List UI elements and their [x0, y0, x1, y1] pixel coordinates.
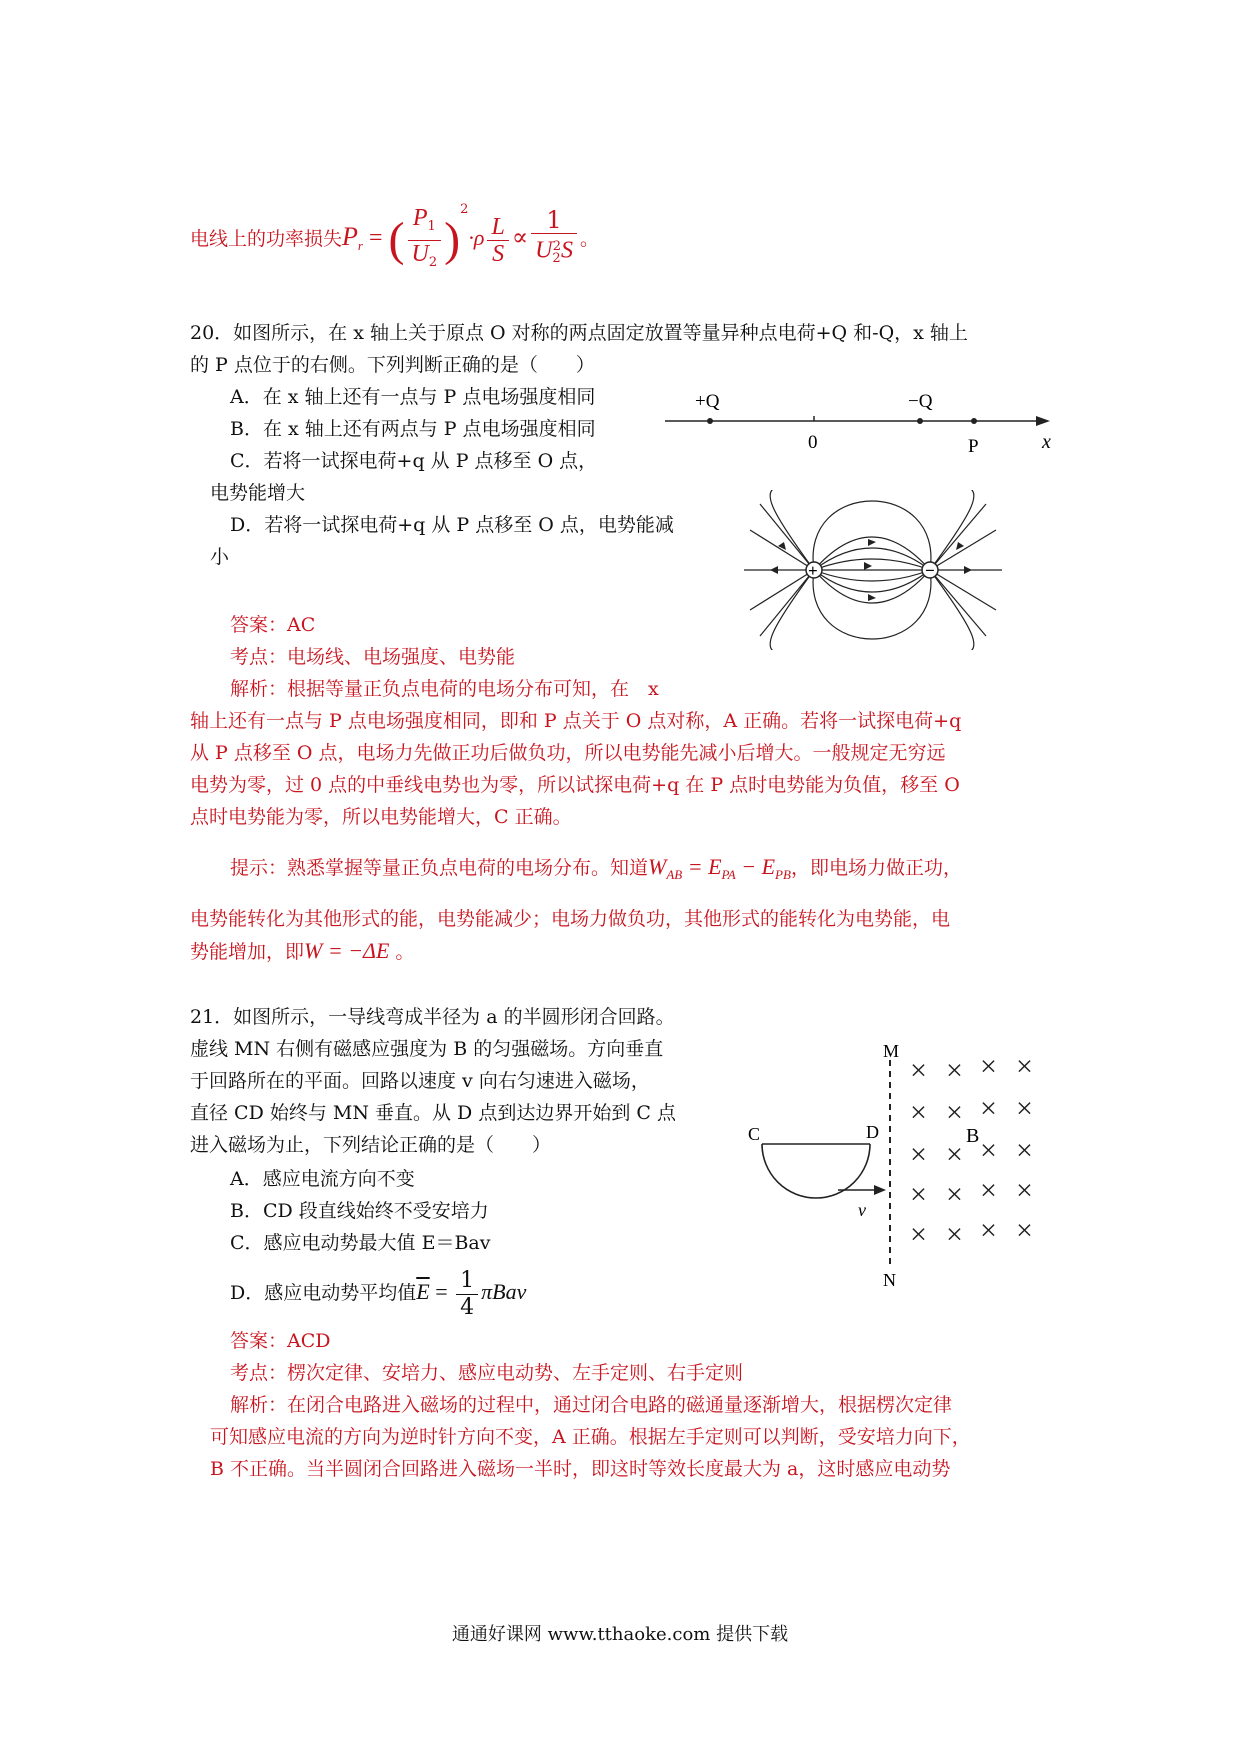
q21-option-c: C．感应电动势最大值 E＝Bav	[230, 1232, 491, 1254]
field-lines	[744, 490, 1002, 650]
q20-option-c-2: 电势能增大	[210, 482, 306, 504]
cross-2-1: ×	[910, 1096, 927, 1129]
q21-option-a: A．感应电流方向不变	[230, 1168, 415, 1190]
q20-analysis-4: 电势为零，过 0 点的中垂线电势也为零，所以试探电荷+q 在 P 点时电势能为负值，移至 O	[190, 774, 960, 796]
minus-q-label: −Q	[908, 391, 933, 412]
den3-tail: S	[560, 237, 573, 264]
power-exponent: 2	[460, 202, 469, 217]
den1-sub: 2	[428, 254, 438, 270]
hint-text-a: 提示：熟悉掌握等量正负点电荷的电场分布。知道	[230, 857, 649, 879]
label-c: C	[748, 1124, 761, 1144]
magnetic-field-diagram	[740, 1040, 1070, 1290]
q21-answer: 答案：ACD	[230, 1330, 331, 1352]
page-footer: 通通好课网 www.tthaoke.com 提供下载	[451, 1624, 789, 1645]
den1: U	[411, 240, 429, 267]
option-d-eq: =	[429, 1279, 454, 1304]
cross-5-4: ×	[1016, 1214, 1033, 1247]
cross-3-2: ×	[946, 1138, 963, 1171]
cross-2-2: ×	[946, 1096, 963, 1129]
hint-w: W	[648, 854, 667, 879]
q20-option-d-1: D．若将一试探电荷+q 从 P 点移至 O 点，电势能减	[230, 514, 674, 536]
hint3-end: 。	[389, 941, 415, 963]
cross-4-4: ×	[1016, 1174, 1033, 1207]
cross-3-3: ×	[980, 1134, 997, 1167]
cross-4-3: ×	[980, 1174, 997, 1207]
cross-2-3: ×	[980, 1092, 997, 1125]
label-m: M	[883, 1041, 900, 1061]
cross-4-1: ×	[910, 1178, 927, 1211]
q21-stem-4: 直径 CD 始终与 MN 垂直。从 D 点到达边界开始到 C 点	[190, 1102, 676, 1124]
power-loss-formula: 电线上的功率损失$P_r$ = ( $\frac{P_1}{U_2}$ )$^2$·ρ $\frac{L}{S}$ ∝ $\frac{1}{U_2^2S}$ 。	[190, 178, 599, 278]
cross-5-2: ×	[946, 1218, 963, 1251]
q20-analysis-1: 解析：根据等量正负点电荷的电场分布可知，在 x	[230, 678, 659, 700]
minus-q-point	[917, 418, 923, 424]
positive-charge-sign: +	[808, 561, 818, 580]
option-d-den: 4	[460, 1294, 475, 1320]
formula-prefix: 电线上的功率损失	[190, 228, 343, 250]
hint-text-b: ，即电场力做正功，	[790, 857, 962, 879]
q20-option-a: A．在 x 轴上还有一点与 P 点电场强度相同	[230, 386, 596, 408]
cross-1-1: ×	[910, 1054, 927, 1087]
option-d-e-bar: $\overline{E}$	[416, 1279, 430, 1304]
q20-answer: 答案：AC	[230, 614, 316, 636]
fraction-p1-u2	[408, 205, 442, 276]
q20-analysis-2: 轴上还有一点与 P 点电场强度相同，即和 P 点关于 O 点对称，A 正确。若将一试探电荷+q	[190, 710, 962, 732]
plus-q-label: +Q	[695, 391, 720, 412]
option-d-num: 1	[456, 1268, 478, 1295]
den2: S	[492, 240, 505, 267]
q21-analysis-2: 可知感应电流的方向为逆时针方向不变，A 正确。根据左手定则可以判断，受安培力向下，	[210, 1426, 971, 1448]
cross-2-4: ×	[1016, 1092, 1033, 1125]
label-v: v	[858, 1200, 866, 1220]
formula-lhs: P	[342, 222, 358, 251]
hint-e1: = E	[682, 854, 722, 879]
q20-option-b: B．在 x 轴上还有两点与 P 点电场强度相同	[230, 418, 596, 440]
den3-sup: 2	[552, 239, 561, 255]
q20-hint-1	[230, 852, 962, 890]
axis-diagram	[660, 385, 1060, 455]
field-crosses	[910, 1050, 1033, 1251]
velocity-arrow-head	[874, 1185, 886, 1195]
hint-e1-sub: PA	[721, 866, 736, 882]
q21-analysis-1: 解析：在闭合电路进入磁场的过程中，通过闭合电路的磁通量逐渐增大，根据楞次定律	[230, 1394, 953, 1416]
q20-hint-2: 电势能转化为其他形式的能，电势能减少；电场力做负功，其他形式的能转化为电势能，电	[190, 908, 951, 930]
label-n: N	[883, 1270, 896, 1290]
hint3-formula: W = −ΔE	[304, 938, 390, 963]
negative-charge-sign: −	[925, 561, 935, 580]
q20-stem-2: 的 P 点位于的右侧。下列判断正确的是（ ）	[190, 354, 595, 376]
num3: 1	[531, 207, 577, 234]
q20-option-d-2: 小	[210, 546, 230, 568]
option-d-prefix: D．感应电动势平均值	[230, 1282, 417, 1304]
q21-analysis-3: B 不正确。当半圆闭合回路进入磁场一半时，即这时等效长度最大为 a，这时感应电动势	[210, 1458, 951, 1480]
cross-1-2: ×	[946, 1054, 963, 1087]
formula-rho: ·ρ	[468, 225, 485, 250]
q20-option-c-1: C．若将一试探电荷+q 从 P 点移至 O 点，	[230, 450, 598, 472]
fraction-l-s	[487, 214, 508, 267]
hint-e2-sub: PB	[775, 866, 791, 882]
q21-stem-3: 于回路所在的平面。回路以速度 v 向右匀速进入磁场，	[190, 1070, 650, 1092]
label-b: B	[966, 1125, 980, 1147]
q21-option-b: B．CD 段直线始终不受安培力	[230, 1200, 489, 1222]
q21-stem-5: 进入磁场为止，下列结论正确的是（ ）	[190, 1134, 552, 1156]
q20-analysis-3: 从 P 点移至 O 点，电场力先做正功后做负功，所以电势能先减小后增大。一般规定无穷远	[190, 742, 946, 764]
p-label: P	[968, 436, 979, 455]
x-axis-arrow	[1036, 416, 1050, 426]
q21-stem-1: 21．如图所示，一导线弯成半径为 a 的半圆形闭合回路。	[190, 1006, 675, 1028]
option-d-tail: πBav	[481, 1279, 527, 1304]
cross-4-2: ×	[946, 1178, 963, 1211]
hint3-text: 势能增加，即	[190, 941, 305, 963]
label-d: D	[866, 1122, 879, 1142]
hint-e2: − E	[735, 854, 776, 879]
hint-w-sub: AB	[666, 866, 683, 882]
cross-3-1: ×	[910, 1138, 927, 1171]
option-d-fraction	[456, 1268, 478, 1321]
cross-5-1: ×	[910, 1218, 927, 1251]
formula-end: 。	[579, 228, 599, 250]
formula-lhs-sub: r	[357, 237, 363, 253]
q20-stem-1: 20．如图所示，在 x 轴上关于原点 O 对称的两点固定放置等量异种点电荷+Q 和-Q，x 轴上	[190, 322, 968, 344]
q21-stem-2: 虚线 MN 右侧有磁感应强度为 B 的匀强磁场。方向垂直	[190, 1038, 664, 1060]
cross-3-4: ×	[1016, 1134, 1033, 1167]
proportional-sign: ∝	[511, 225, 529, 251]
fraction-1-u2s	[531, 207, 577, 272]
den3-sub: 2	[552, 251, 561, 267]
q21-option-d	[230, 1262, 526, 1323]
plus-q-point	[707, 418, 713, 424]
origin-label: 0	[808, 432, 818, 453]
q21-point: 考点：楞次定律、安培力、感应电动势、左手定则、右手定则	[230, 1362, 744, 1384]
den3: U	[535, 237, 553, 264]
cross-1-4: ×	[1016, 1050, 1033, 1083]
num2: L	[487, 214, 508, 241]
p-point	[971, 418, 977, 424]
q20-analysis-5: 点时电势能为零，所以电势能增大，C 正确。	[190, 806, 572, 828]
num1: P	[412, 204, 428, 231]
x-label: x	[1042, 431, 1051, 453]
field-lines-diagram	[740, 490, 1010, 650]
q20-hint-3	[190, 936, 414, 967]
cross-1-3: ×	[980, 1050, 997, 1083]
num1-sub: 1	[427, 218, 436, 234]
q20-point: 考点：电场线、电场强度、电势能	[230, 646, 516, 668]
cross-5-3: ×	[980, 1214, 997, 1247]
